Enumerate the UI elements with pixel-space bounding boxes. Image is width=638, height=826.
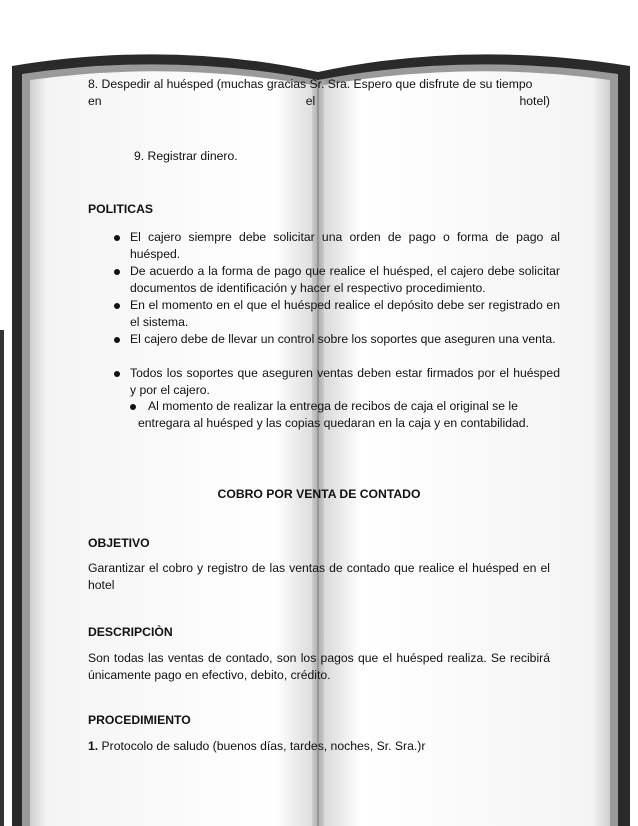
politica-item-4 (130, 331, 560, 348)
bullet-icon (114, 235, 120, 241)
politica-sub-item (138, 398, 558, 432)
politica-sub-text: Al momento de realizar la entrega de recibos de caja el original se le entregara al huésped y las copias quedaran en la caja y en contabilidad. (138, 399, 529, 430)
descripcion-body (88, 650, 550, 684)
politica-item-2 (130, 263, 560, 297)
politica-item-3 (130, 297, 560, 331)
politicas-title: POLITICAS (88, 202, 154, 216)
bullet-icon (114, 269, 120, 275)
step-8-word-en: en (88, 94, 102, 108)
objetivo-body (88, 560, 550, 594)
politica-text-3: En el momento en el que el huésped realice el depósito debe ser registrado en el sistema. (130, 298, 560, 329)
step-9: 9. Registrar dinero. (134, 149, 238, 163)
politica-text-1: El cajero siempre debe solicitar una orden de pago o forma de pago al huésped. (130, 230, 560, 261)
descripcion-title: DESCRIPCIÒN (88, 625, 173, 639)
politica-item-1 (130, 229, 560, 263)
bullet-icon (114, 337, 120, 343)
objetivo-text: Garantizar el cobro y registro de las ventas de contado que realice el huésped en el hotel (88, 561, 550, 592)
step-8-line-1: 8. Despedir al huésped (muchas gracias Sr. Sra. Espero que disfrute de su tiempo (88, 77, 533, 91)
descripcion-text: Son todas las ventas de contado, son los pagos que el huésped realiza. Se recibirá únicamente pago en efectivo, debito, crédito. (88, 651, 550, 682)
step-8-line-2 (88, 93, 550, 110)
procedimiento-step-number: 1. (88, 739, 99, 753)
bullet-icon (114, 371, 120, 377)
section-title: COBRO POR VENTA DE CONTADO (217, 487, 421, 501)
politica-text-2: De acuerdo a la forma de pago que realice el huésped, el cajero debe solicitar documentos de identificación y hacer el respectivo procedimiento. (130, 264, 560, 295)
procedimiento-step-text: Protocolo de saludo (buenos días, tardes, noches, Sr. Sra.)r (98, 739, 426, 753)
procedimiento-title: PROCEDIMIENTO (88, 713, 191, 727)
politica-item-5 (130, 365, 560, 399)
step-8-word-el: el (305, 94, 316, 108)
bullet-icon (114, 303, 120, 309)
politica-text-4: El cajero debe de llevar un control sobre los soportes que aseguren una venta. (130, 332, 556, 346)
bullet-icon (130, 404, 136, 410)
objetivo-title: OBJETIVO (88, 536, 150, 550)
politica-text-5: Todos los soportes que aseguren ventas deben estar firmados por el huésped y por el cajero. (130, 366, 560, 397)
step-8-word-hotel: hotel) (519, 94, 550, 108)
procedimiento-step-1 (88, 738, 550, 755)
